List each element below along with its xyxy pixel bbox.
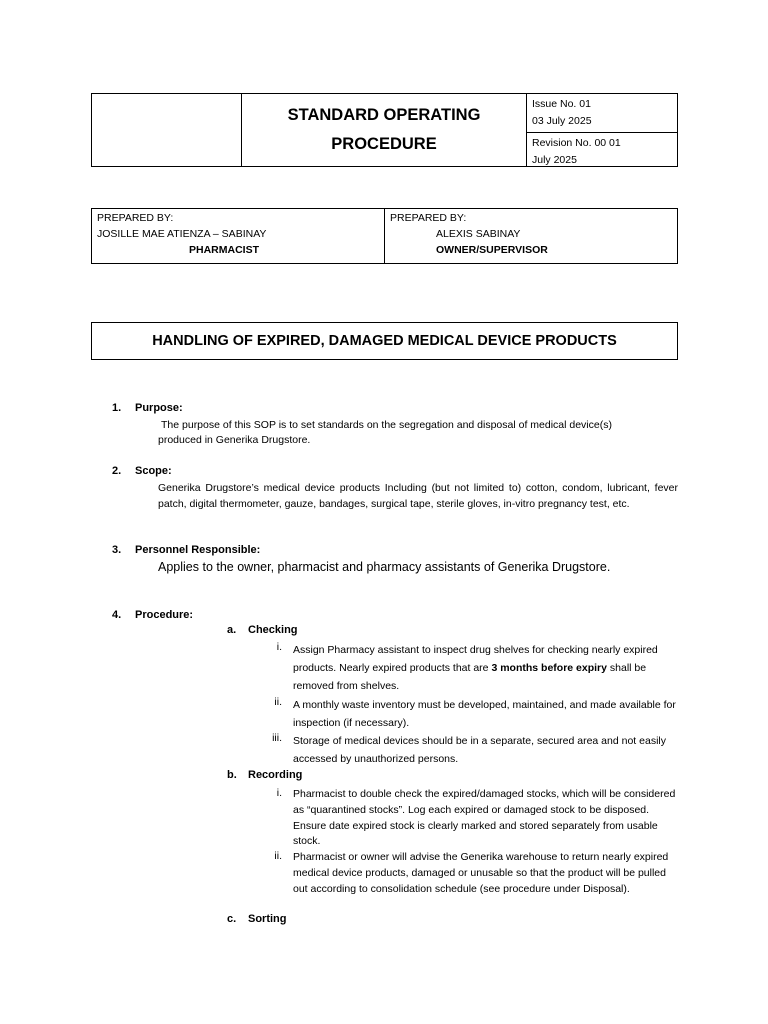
prepared-by-label: PREPARED BY: — [97, 212, 174, 224]
checking-item-2: A monthly waste inventory must be developed, maintained, and made available for inspection (if necessary). — [293, 699, 676, 729]
procedure-heading: Procedure: — [135, 609, 194, 621]
document-title-text: HANDLING OF EXPIRED, DAMAGED MEDICAL DEVICE PRODUCTS — [152, 333, 617, 349]
subsection-letter: a. — [227, 624, 237, 636]
sop-title-line1: STANDARD OPERATING — [287, 106, 481, 124]
prepared-by-label: PREPARED BY: — [390, 212, 467, 224]
issue-no: Issue No. 01 — [532, 98, 591, 110]
checking-heading: Checking — [248, 624, 298, 636]
personnel-text: Applies to the owner, pharmacist and pharmacy assistants of Generika Drugstore. — [158, 560, 611, 574]
revision-date: July 2025 — [532, 154, 577, 166]
roman-numeral: ii. — [274, 850, 282, 862]
preparer-role: PHARMACIST — [189, 244, 259, 256]
scope-text: Generika Drugstore’s medical device products Including (but not limited to) cotton, condom, lubricant, fever patch, digital thermometer, gauze, bandages, surgical tape, sterile gloves, in-vitro pregnancy test, etc. — [158, 482, 678, 510]
purpose-text-line2: produced in Generika Drugstore. — [158, 434, 311, 446]
roman-numeral: iii. — [272, 732, 282, 744]
section-number: 3. — [112, 544, 122, 556]
purpose-text-line1: The purpose of this SOP is to set standards on the segregation and disposal of medical device(s) — [161, 419, 612, 431]
section-number: 4. — [112, 609, 122, 621]
revision-no: Revision No. 00 01 — [532, 137, 621, 149]
sop-title-cell — [242, 94, 527, 166]
sorting-heading: Sorting — [248, 913, 287, 925]
checking-item-1 — [293, 641, 678, 695]
recording-item-2: Pharmacist or owner will advise the Generika warehouse to return nearly expired medical device products, damaged or unusable so that the product will be pulled out according to consolidation schedule (see procedure under Disposal). — [293, 851, 669, 895]
preparer-name: JOSILLE MAE ATIENZA – SABINAY — [97, 228, 267, 240]
checking-item-1-text: Assign Pharmacy assistant to inspect drug shelves for checking nearly expired products. Nearly expired products that are — [293, 644, 658, 674]
roman-numeral: i. — [276, 641, 282, 653]
header-logo-cell — [92, 94, 242, 166]
prepared-by-right — [385, 209, 677, 263]
prepared-by-table — [91, 208, 678, 264]
expiry-threshold: 3 months before expiry — [491, 662, 607, 674]
sop-header-table — [91, 93, 678, 167]
header-meta-cell — [527, 94, 677, 166]
scope-heading: Scope: — [135, 465, 172, 477]
subsection-letter: b. — [227, 769, 237, 781]
sop-title-line2: PROCEDURE — [331, 135, 437, 153]
subsection-letter: c. — [227, 913, 237, 925]
preparer-name: ALEXIS SABINAY — [436, 228, 521, 240]
checking-item-1-tail: shall be removed from shelves. — [293, 662, 647, 692]
checking-item-3: Storage of medical devices should be in a separate, secured area and not easily accessed by unauthorized persons. — [293, 735, 666, 765]
recording-item-1: Pharmacist to double check the expired/damaged stocks, which will be considered as “quarantined stocks”. Log each expired or damaged stock to be disposed. Ensure date expired stock is clearly marked and stored separately from usable stock. — [293, 788, 676, 848]
issue-date: 03 July 2025 — [532, 115, 592, 127]
section-number: 2. — [112, 465, 122, 477]
document-title — [91, 322, 678, 360]
issue-cell — [527, 94, 677, 133]
revision-cell — [527, 133, 677, 171]
roman-numeral: ii. — [274, 696, 282, 708]
purpose-heading: Purpose: — [135, 402, 183, 414]
prepared-by-left — [92, 209, 385, 263]
section-number: 1. — [112, 402, 122, 414]
recording-heading: Recording — [248, 769, 303, 781]
preparer-role: OWNER/SUPERVISOR — [436, 244, 548, 256]
personnel-heading: Personnel Responsible: — [135, 544, 261, 556]
roman-numeral: i. — [276, 787, 282, 799]
